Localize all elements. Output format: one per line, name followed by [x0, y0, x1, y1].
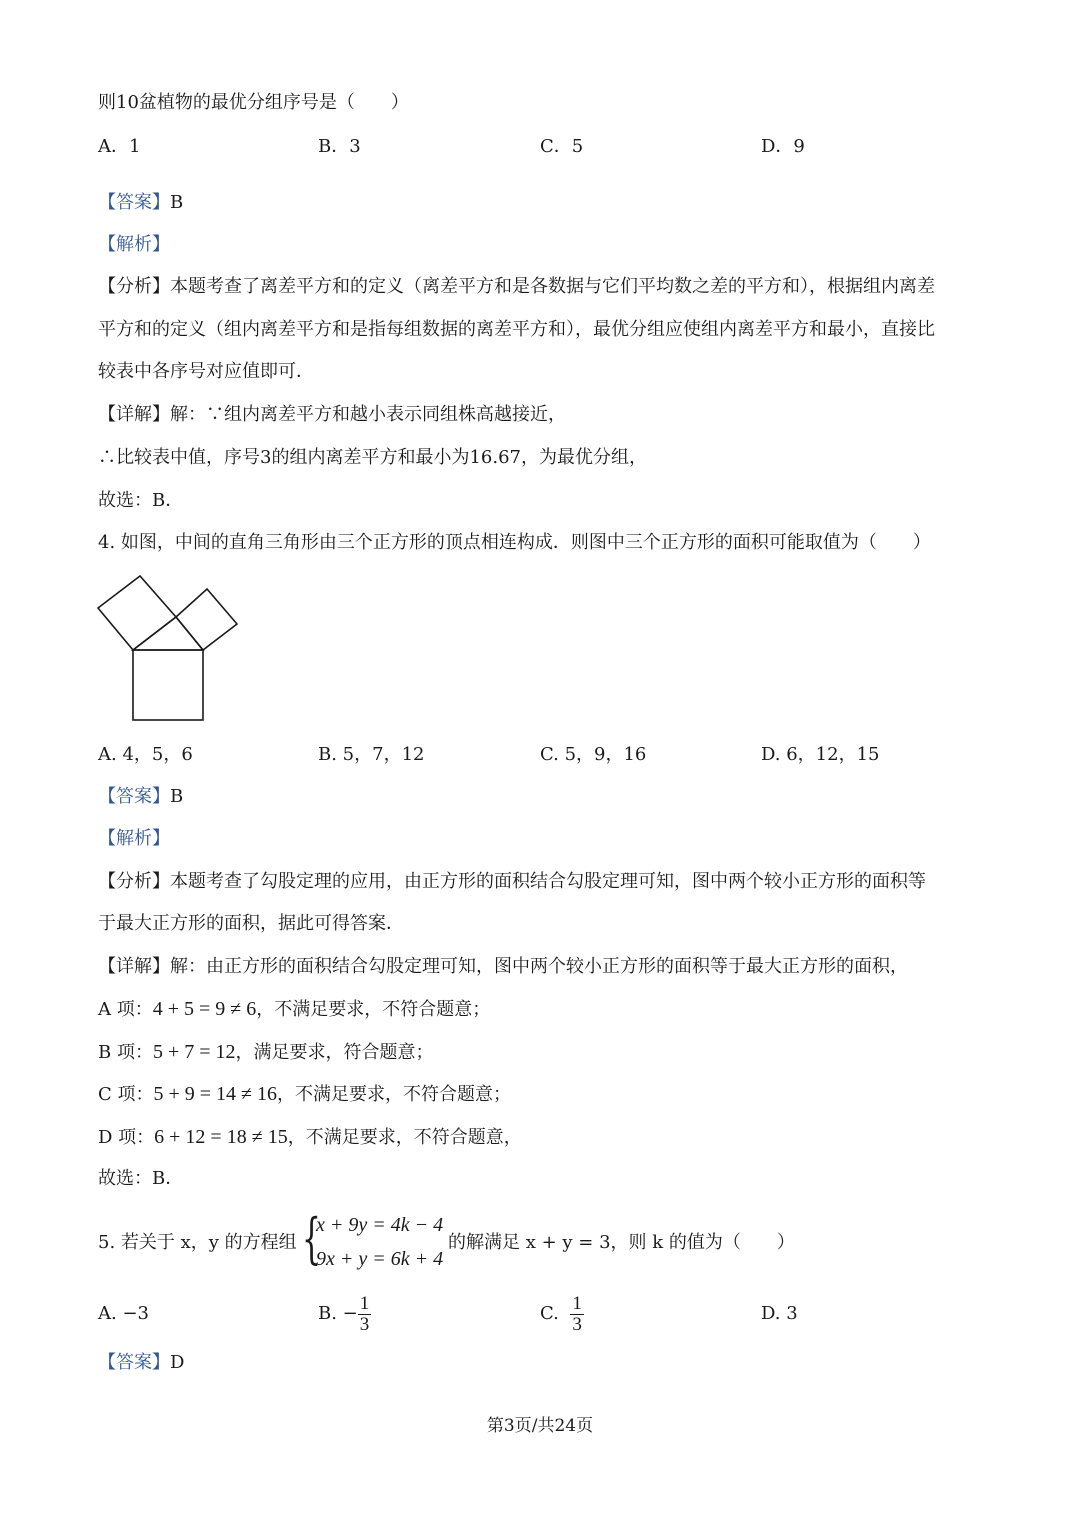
q3-fenxi-line3: 较表中各序号对应值即可． [98, 361, 314, 382]
fenxi-text: 本题考查了离差平方和的定义（离差平方和是各数据与它们平均数之差的平方和），根据组内离差 [170, 276, 935, 297]
q4-xiangjie-line1 [98, 954, 908, 980]
numerator: 1 [572, 1292, 582, 1314]
q4-option-c: C. 5，9，16 [540, 744, 647, 765]
xiangjie-text: 解：由正方形的面积结合勾股定理可知，图中两个较小正方形的面积等于最大正方形的面积， [170, 956, 908, 977]
q4-option-d: D. 6，12，15 [761, 744, 880, 765]
fenxi-text: 本题考查了勾股定理的应用，由正方形的面积结合勾股定理可知，图中两个较小正方形的面积等 [170, 871, 926, 892]
q4-analysis-tag: 【解析】 [98, 828, 170, 849]
q5-equation-1: x + 9y = 4k − 4 [316, 1214, 444, 1236]
q3-option-b: B．3 [318, 136, 361, 157]
q3-fenxi-line2: 平方和的定义（组内离差平方和是指每组数据的离差平方和），最优分组应使组内离差平方和最小，直接比 [98, 319, 935, 340]
q5-option-a: A. −3 [98, 1303, 149, 1324]
q5-option-d: D. 3 [761, 1303, 798, 1324]
bottom-square [133, 650, 203, 720]
answer-value: D [170, 1352, 185, 1373]
item-expr: 5 + 7 = 12 [152, 1041, 236, 1063]
fenxi-tag: 【分析】 [98, 871, 170, 892]
q5-equation-2: 9x + y = 6k + 4 [316, 1248, 444, 1270]
xiangjie-text: 解：∵组内离差平方和越小表示同组株高越接近， [170, 404, 566, 425]
q4-answer [98, 784, 183, 810]
xiangjie-tag: 【详解】 [98, 404, 170, 425]
system-brace: { [302, 1207, 321, 1270]
q4-stem: 4. 如图，中间的直角三角形由三个正方形的顶点相连构成．则图中三个正方形的面积可能取值为（ ） [98, 532, 931, 553]
left-square [98, 576, 176, 650]
item-label: B 项： [98, 1042, 153, 1063]
fraction [358, 1294, 372, 1335]
three-squares-figure [90, 568, 250, 728]
item-label: C 项： [98, 1084, 154, 1105]
item-comment: ，不满足要求，不符合题意； [277, 1084, 512, 1105]
q4-fenxi-line2: 于最大正方形的面积，据此可得答案． [98, 913, 404, 934]
q3-answer [98, 190, 183, 216]
item-expr: 4 + 5 = 9 ≠ 6 [152, 998, 257, 1020]
q5-answer [98, 1350, 184, 1376]
q3-stem: 则10盆植物的最优分组序号是（ ） [98, 92, 409, 113]
q3-analysis-tag: 【解析】 [98, 234, 170, 255]
right-square [176, 589, 237, 650]
q4-item-d [98, 1124, 522, 1151]
q3-option-c: C．5 [540, 136, 584, 157]
option-label: B. − [318, 1303, 358, 1324]
denominator: 3 [572, 1313, 582, 1335]
q3-xiangjie-line1 [98, 402, 566, 428]
denominator: 3 [359, 1313, 370, 1335]
q4-item-a [98, 996, 490, 1023]
q4-option-a: A. 4，5，6 [98, 744, 193, 765]
option-label: C. [540, 1303, 559, 1324]
answer-tag: 【答案】 [98, 192, 170, 213]
q4-item-c [98, 1081, 511, 1108]
q5-stem-pre: 5. 若关于 x，y 的方程组 [98, 1232, 297, 1253]
page-footer: 第3页/共24页 [486, 1416, 594, 1436]
answer-tag: 【答案】 [98, 1352, 170, 1373]
q3-option-d: D．9 [761, 136, 805, 157]
q4-choose: 故选：B． [98, 1168, 184, 1189]
fraction [570, 1294, 584, 1335]
q3-choose: 故选：B． [98, 490, 184, 511]
item-label: D 项： [98, 1127, 155, 1148]
answer-value: B [170, 192, 184, 213]
answer-tag: 【答案】 [98, 786, 170, 807]
q3-xiangjie-line2: ∴比较表中值，序号3的组内离差平方和最小为16.67，为最优分组， [98, 447, 647, 468]
item-comment: ，不满足要求，不符合题意， [287, 1127, 522, 1148]
q4-fenxi-line1 [98, 869, 926, 895]
xiangjie-tag: 【详解】 [98, 956, 170, 977]
q3-fenxi-line1 [98, 274, 935, 300]
answer-value: B [170, 786, 184, 807]
right-triangle [133, 617, 203, 650]
item-label: A 项： [98, 999, 153, 1020]
item-comment: ，不满足要求，不符合题意； [256, 999, 491, 1020]
item-expr: 5 + 9 = 14 ≠ 16 [153, 1083, 278, 1105]
q5-option-b [318, 1288, 371, 1340]
q4-item-b [98, 1039, 434, 1066]
item-expr: 6 + 12 = 18 ≠ 15 [154, 1126, 288, 1148]
item-comment: ，满足要求，符合题意； [235, 1042, 434, 1063]
numerator: 1 [359, 1292, 370, 1314]
fenxi-tag: 【分析】 [98, 276, 170, 297]
q3-option-a: A．1 [98, 136, 141, 157]
q5-stem-post: 的解满足 x + y = 3，则 k 的值为（ ） [448, 1232, 795, 1253]
q4-option-b: B. 5，7，12 [318, 744, 425, 765]
q5-option-c [540, 1288, 584, 1340]
